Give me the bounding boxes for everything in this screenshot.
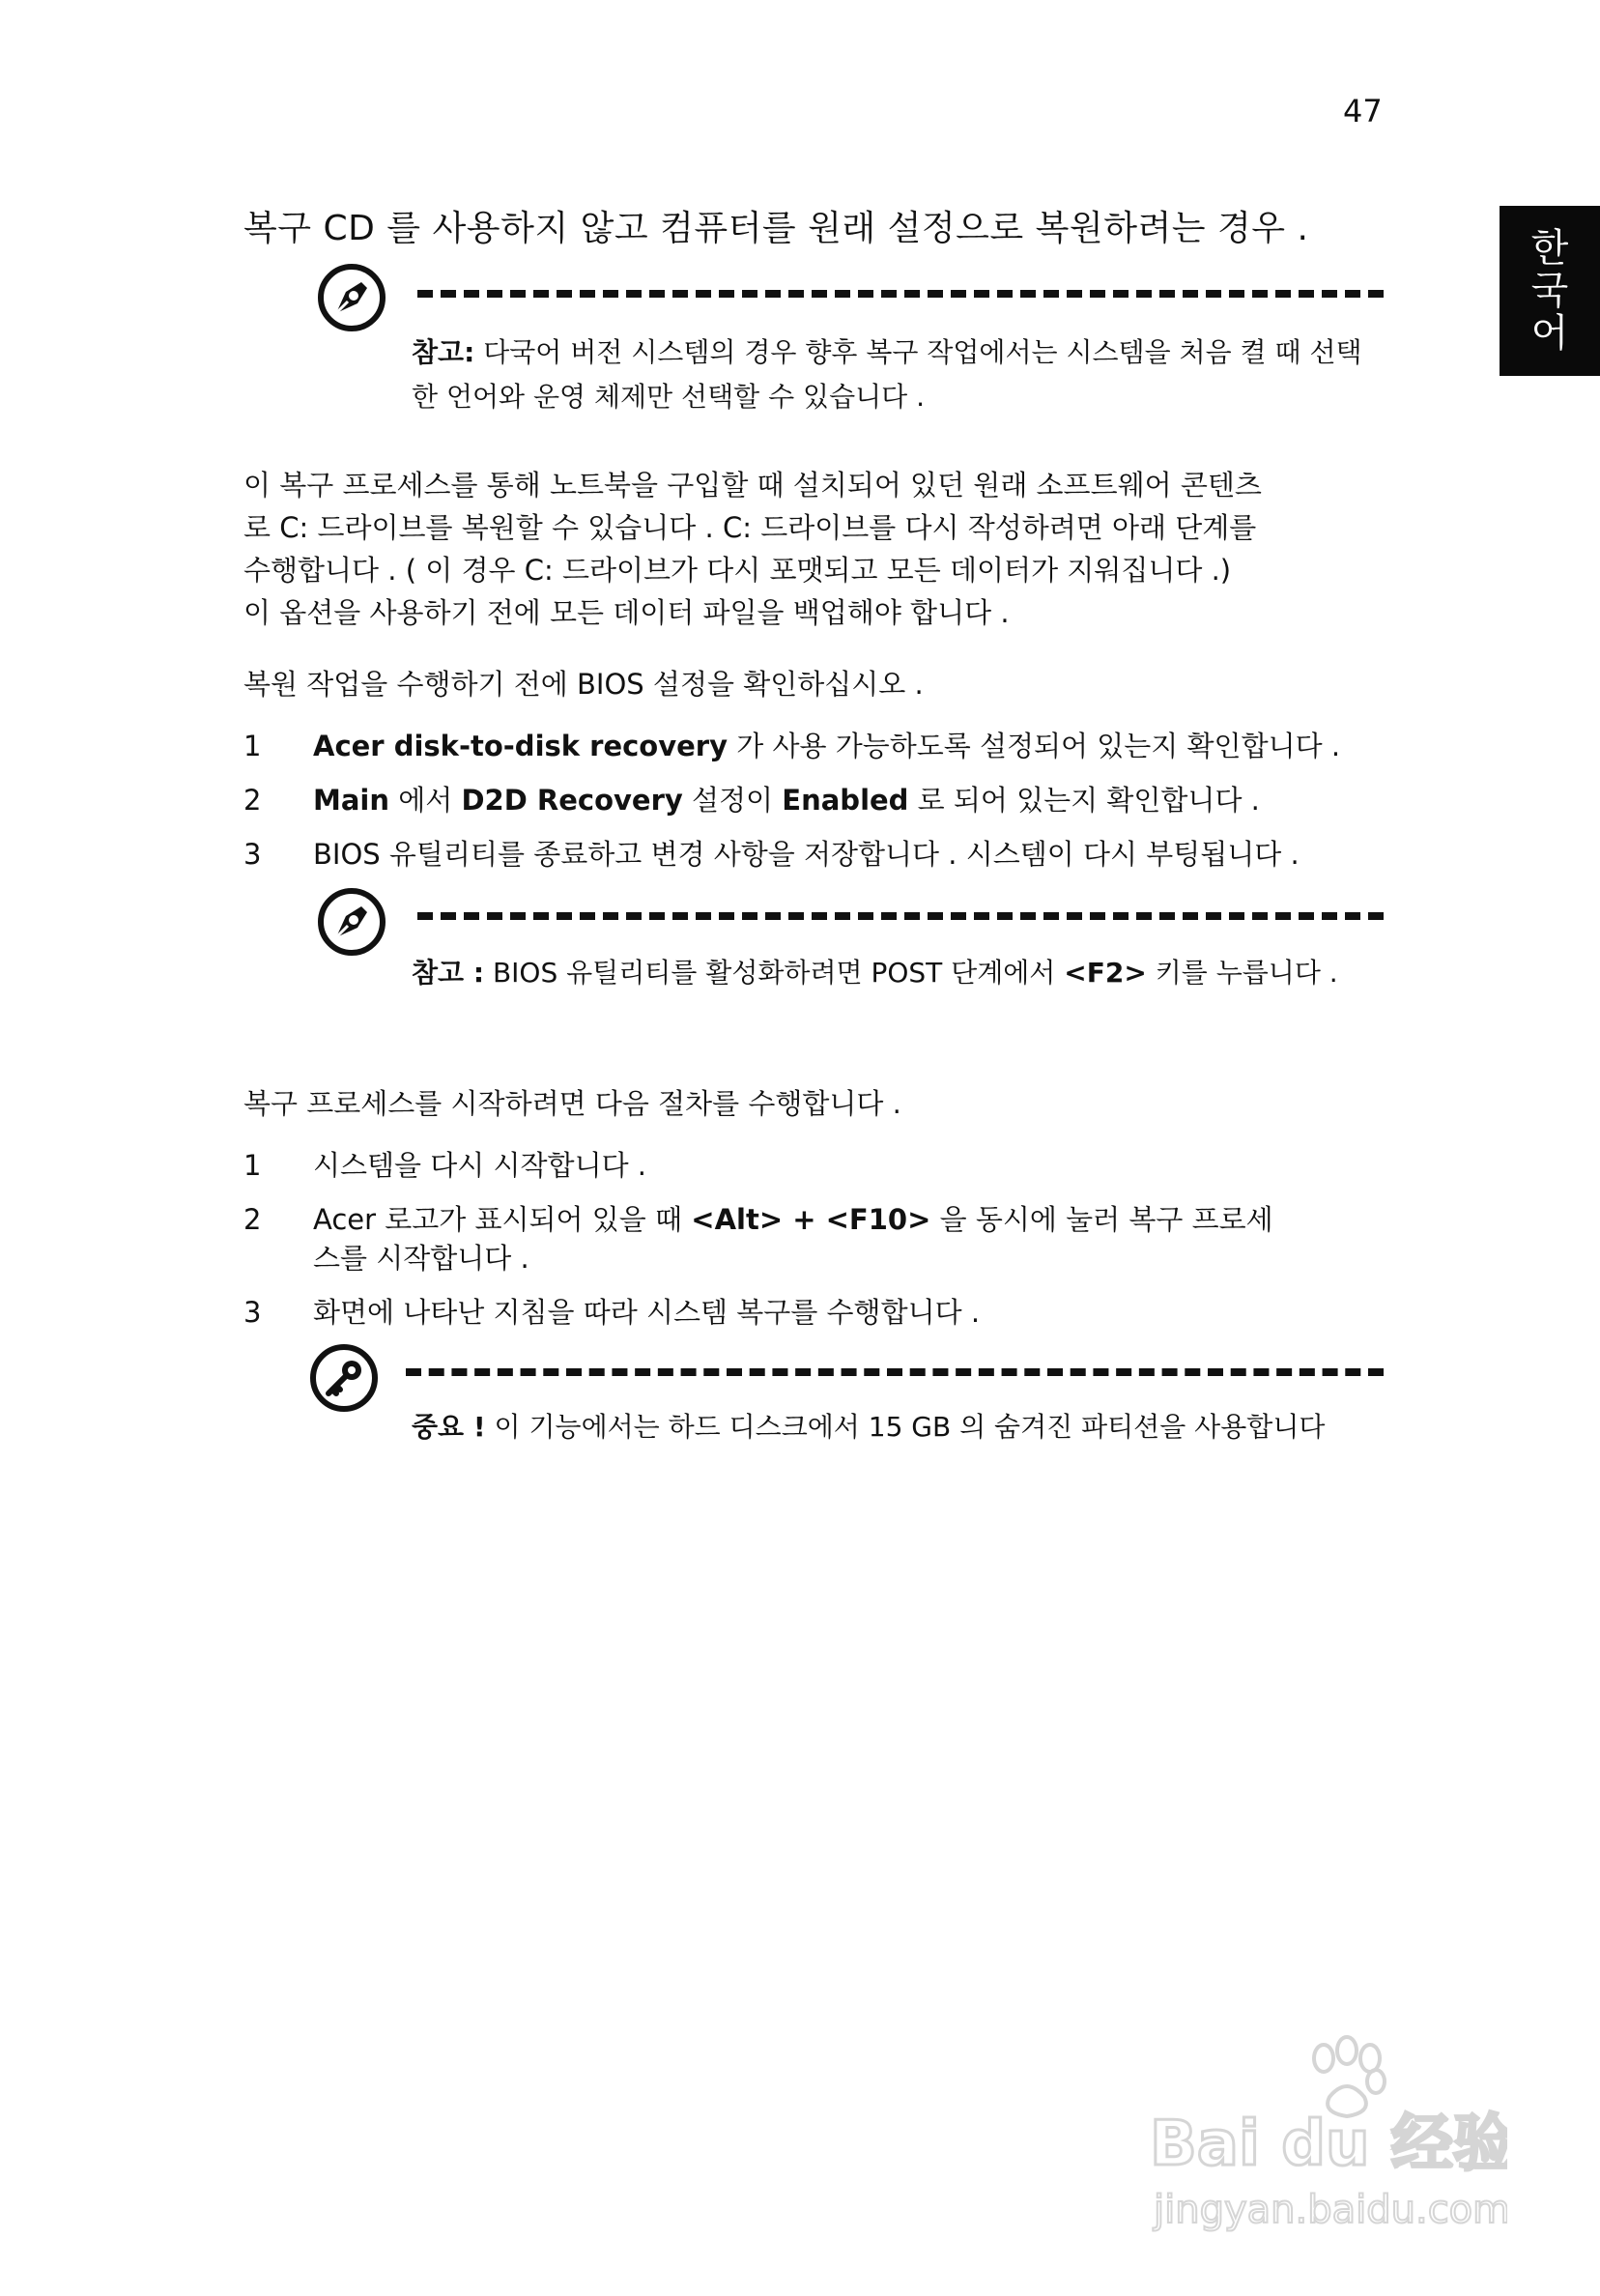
bold-term: Enabled xyxy=(782,784,909,817)
important-body: 이 기능에서는 하드 디스크에서 15 GB 의 숨겨진 파티션을 사용합니다 xyxy=(485,1411,1326,1443)
list-number: 3 xyxy=(243,838,262,871)
list-item xyxy=(243,1146,1393,1185)
recovery-procedure-paragraph: 복구 프로세스를 시작하려면 다음 절차를 수행합니다 . xyxy=(243,1087,901,1120)
section-heading: 복구 CD 를 사용하지 않고 컴퓨터를 원래 설정으로 복원하려는 경우 . xyxy=(243,209,1309,248)
list-text: Acer 로고가 표시되어 있을 때 xyxy=(313,1203,692,1236)
important-divider xyxy=(406,1368,1384,1376)
language-tab-char: 국 xyxy=(1530,269,1569,313)
bold-term: Acer disk-to-disk recovery xyxy=(313,730,729,762)
note-divider xyxy=(417,912,1384,920)
note-pen-icon xyxy=(317,263,386,336)
baidu-watermark xyxy=(1140,2020,1507,2242)
bios-check-paragraph: 복원 작업을 수행하기 전에 BIOS 설정을 확인하십시오 . xyxy=(243,668,924,701)
list-text: 설정이 xyxy=(682,784,783,817)
note-label: 참고: xyxy=(412,336,475,368)
list-number: 1 xyxy=(243,1149,262,1182)
note-text xyxy=(412,951,1378,995)
paragraph-line: 이 복구 프로세스를 통해 노트북을 구입할 때 설치되어 있던 원래 소프트웨어 콘텐츠 xyxy=(243,469,1262,502)
list-number: 2 xyxy=(243,1203,262,1236)
language-tab xyxy=(1500,206,1600,376)
important-text xyxy=(412,1405,1378,1449)
note-body: 키를 누릅니다 . xyxy=(1146,957,1338,989)
key-label: <F2> xyxy=(1064,957,1147,989)
important-key-icon xyxy=(309,1343,379,1417)
list-item xyxy=(243,835,1393,874)
note-body: 다국어 버전 시스템의 경우 향후 복구 작업에서는 시스템을 처음 켤 때 선택한 언어와 운영 체제만 선택할 수 있습니다 . xyxy=(412,336,1362,413)
note-label: 참고 : xyxy=(412,957,485,989)
list-text: 화면에 나타난 지침을 따라 시스템 복구를 수행합니다 . xyxy=(313,1296,981,1329)
list-text: 을 동시에 눌러 복구 프로세스를 시작합니다 . xyxy=(313,1203,1273,1275)
important-label: 중요 ! xyxy=(412,1411,486,1443)
paragraph-line: 로 C: 드라이브를 복원할 수 있습니다 . C: 드라이브를 다시 작성하려면 아래 단계를 xyxy=(243,511,1257,544)
list-item xyxy=(243,1200,1393,1277)
list-text: BIOS 유틸리티를 종료하고 변경 사항을 저장합니다 . 시스템이 다시 부팅됩니다 . xyxy=(313,838,1300,871)
watermark-url: jingyan.baidu.com xyxy=(1154,2188,1507,2232)
list-text: 가 사용 가능하도록 설정되어 있는지 확인합니다 . xyxy=(728,730,1341,762)
list-text: 에서 xyxy=(389,784,462,817)
paragraph-line: 수행합니다 . ( 이 경우 C: 드라이브가 다시 포맷되고 모든 데이터가 지워집니다 .) xyxy=(243,554,1232,587)
note-body: BIOS 유틸리티를 활성화하려면 POST 단계에서 xyxy=(484,957,1065,989)
intro-paragraph xyxy=(243,464,1384,634)
list-item xyxy=(243,727,1393,765)
list-item xyxy=(243,781,1393,819)
list-number: 1 xyxy=(243,730,262,762)
key-label: <Alt> + <F10> xyxy=(691,1203,931,1236)
note-pen-icon xyxy=(317,887,386,961)
list-number: 2 xyxy=(243,784,262,817)
note-text xyxy=(412,330,1378,419)
paragraph-line: 이 옵션을 사용하기 전에 모든 데이터 파일을 백업해야 합니다 . xyxy=(243,596,1010,629)
watermark-brand: Bai du 经验 xyxy=(1150,2109,1507,2180)
language-tab-char: 한 xyxy=(1530,226,1569,271)
page-number: 47 xyxy=(1343,93,1383,129)
list-number: 3 xyxy=(243,1296,262,1329)
list-text: 로 되어 있는지 확인합니다 . xyxy=(908,784,1260,817)
note-divider xyxy=(417,290,1384,298)
bold-term: D2D Recovery xyxy=(461,784,683,817)
bold-term: Main xyxy=(313,784,390,817)
list-item xyxy=(243,1293,1393,1332)
list-text: 시스템을 다시 시작합니다 . xyxy=(313,1149,647,1182)
language-tab-char: 어 xyxy=(1530,311,1569,356)
